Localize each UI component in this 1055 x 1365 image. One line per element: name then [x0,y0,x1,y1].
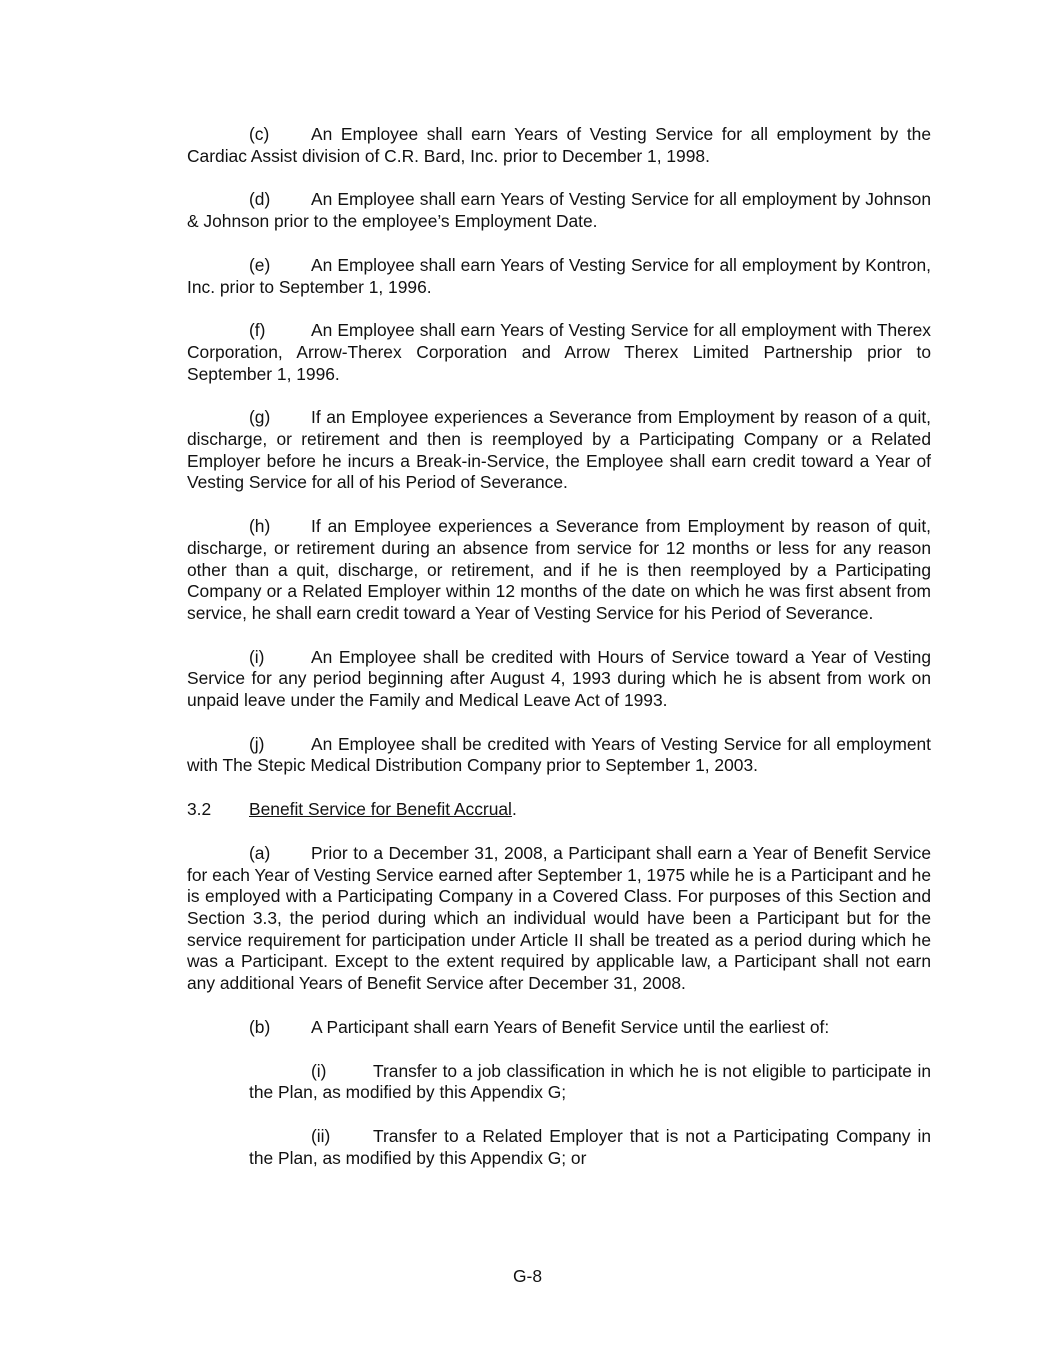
paragraph-g [187,407,931,494]
page-footer [0,1266,1055,1288]
section-heading [187,799,931,821]
paragraph-i [187,647,931,712]
paragraph-text: An Employee shall earn Years of Vesting Service for all employment with Therex Corporation, Arrow-Therex Corporation and Arrow Therex Limited Partnership prior to September 1, 1996. [187,320,931,384]
paragraph-label: (c) [249,124,270,144]
paragraph-label: (a) [249,842,271,863]
paragraph-text: If an Employee experiences a Severance from Employment by reason of a quit, discharge, or retirement and then is reemployed by a Participating Company or a Related Employer before he incurs a Break-in-Service, the Employee shall earn credit toward a Year of Vesting Service for all of his Period of Severance. [187,407,931,493]
section-paragraph-b [187,1017,931,1039]
paragraph-label: (ii) [311,1125,331,1146]
document-page [187,124,931,1191]
paragraph-h [187,516,931,625]
paragraph-label: (b) [249,1016,271,1037]
paragraph-text: Transfer to a job classification in which he is not eligible to participate in the Plan, as modified by this Appendix G; [249,1060,931,1103]
sub-paragraph-i [249,1061,931,1104]
paragraph-label: (d) [249,189,271,210]
paragraph-label: (g) [249,407,271,428]
page-number: G-8 [513,1266,542,1286]
paragraph-label: (i) [249,646,265,667]
section-title: Benefit Service for Benefit Accrual [249,799,512,820]
paragraph-text: An Employee shall earn Years of Vesting Service for all employment by Kontron, Inc. prior to September 1, 1996. [187,254,931,297]
section-title-period: . [511,799,517,820]
paragraph-text: Prior to a December 31, 2008, a Participant shall earn a Year of Benefit Service for each Year of Vesting Service earned after September 1, 1975 while he is a Participant and he is employed with a Participating Company in a Covered Class. For purposes of this Section and Section 3.3, the period during which an individual would have been a Participant but for the service requirement for participation under Article II shall be treated as a period during which he was a Participant. Except to the extent required by applicable law, a Participant shall not earn any additional Years of Benefit Service after December 31, 2008. [187,842,931,994]
paragraph-label: (e) [249,254,271,275]
paragraph-f [187,320,931,385]
sub-paragraph-ii [249,1126,931,1169]
paragraph-label: (f) [249,320,266,341]
paragraph-label: (i) [311,1060,327,1081]
paragraph-text: If an Employee experiences a Severance from Employment by reason of quit, discharge, or retirement during an absence from service for 12 months or less for any reason other than a quit, discharge, or retirement, and if he is then reemployed by a Participating Company or a Related Employer within 12 months of the date on which he was first absent from service, he shall earn credit toward a Year of Vesting Service for his Period of Severance. [187,516,931,623]
paragraph-text: An Employee shall earn Years of Vesting Service for all employment by Johnson & Johnson prior to the employee’s Employment Date. [187,189,931,232]
paragraph-text: A Participant shall earn Years of Benefit Service until the earliest of: [311,1016,830,1037]
paragraph-text: An Employee shall be credited with Years of Vesting Service for all employment with The Stepic Medical Distribution Company prior to September 1, 2003. [187,733,931,776]
paragraph-label: (j) [249,733,265,754]
paragraph-j [187,734,931,777]
paragraph-label: (h) [249,516,271,537]
paragraph-d [187,189,931,232]
paragraph-c [187,124,931,167]
paragraph-text: An Employee shall earn Years of Vesting Service for all employment by the Cardiac Assist division of C.R. Bard, Inc. prior to December 1, 1998. [187,124,931,166]
section-paragraph-a [187,843,931,995]
paragraph-e [187,255,931,298]
section-number: 3.2 [187,799,212,820]
paragraph-text: Transfer to a Related Employer that is not a Participating Company in the Plan, as modified by this Appendix G; or [249,1125,931,1168]
paragraph-text: An Employee shall be credited with Hours of Service toward a Year of Vesting Service for any period beginning after August 4, 1993 during which he is absent from work on unpaid leave under the Family and Medical Leave Act of 1993. [187,646,931,711]
